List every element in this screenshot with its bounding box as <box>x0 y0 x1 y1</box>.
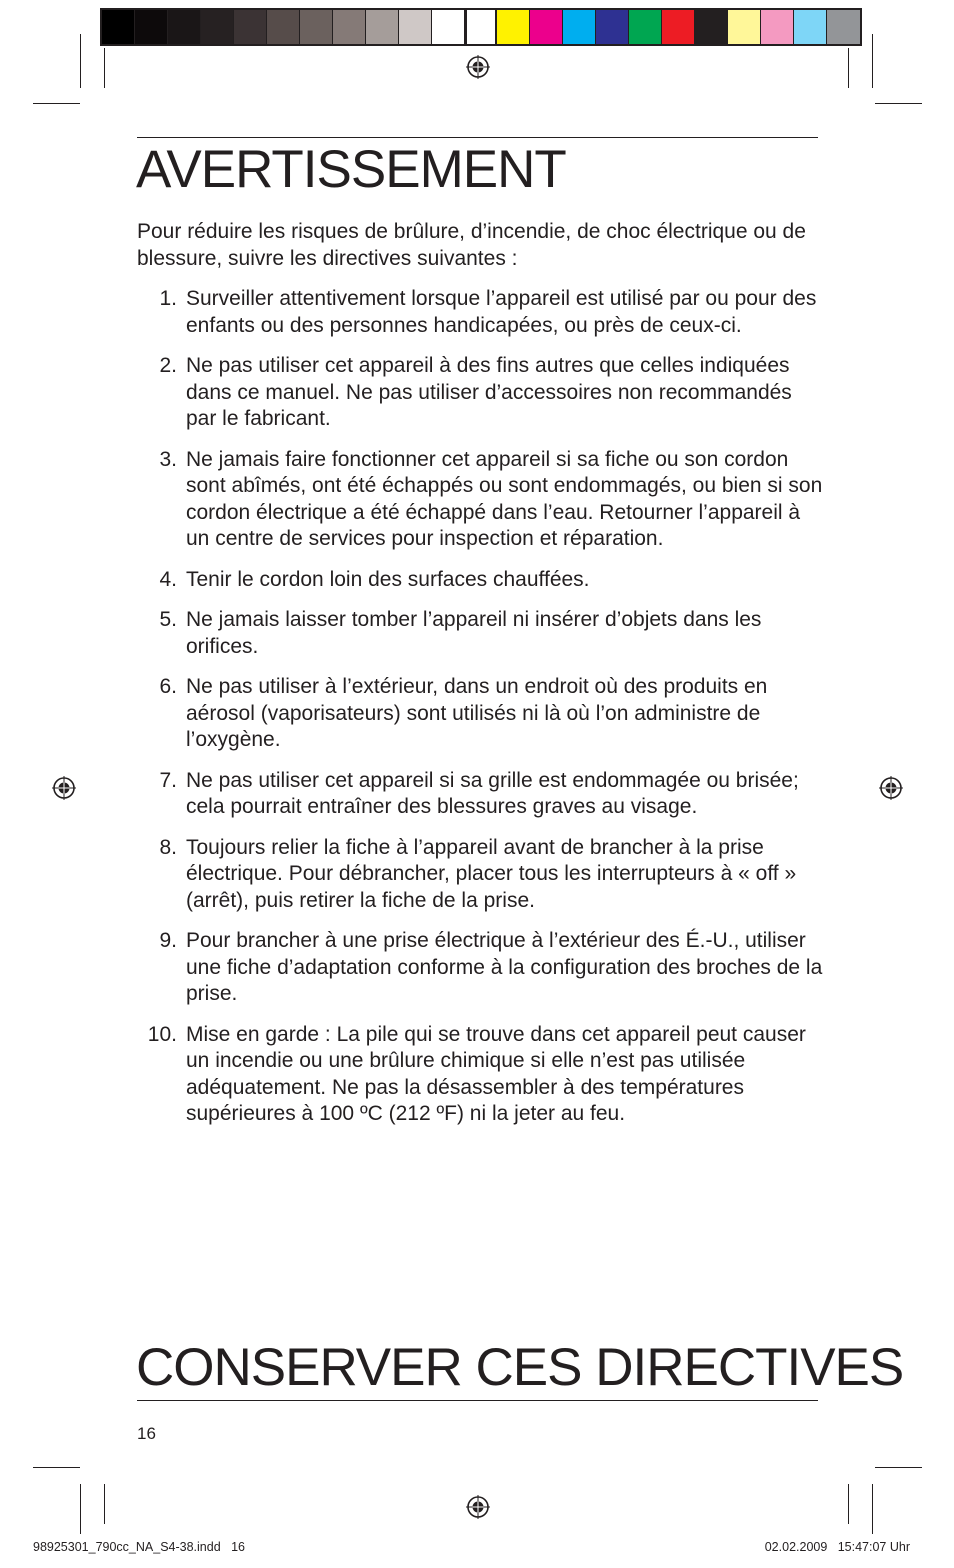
crop-mark <box>872 34 873 88</box>
crop-mark <box>33 103 80 104</box>
color-swatch <box>761 10 794 44</box>
list-item-number: 10. <box>147 1022 177 1046</box>
color-swatch <box>135 10 168 44</box>
crop-mark <box>875 1467 922 1468</box>
list-item <box>137 674 827 754</box>
registration-mark-icon <box>466 1495 490 1519</box>
color-swatch <box>102 10 135 44</box>
crop-mark <box>875 103 922 104</box>
registration-mark-icon <box>879 776 903 800</box>
color-swatch <box>563 10 596 44</box>
list-item <box>137 1022 827 1128</box>
list-item-text: Ne pas utiliser à l’extérieur, dans un endroit où des produits en aérosol (vaporisateurs) sont utilisés ni là où l’on administre de l’oxygène. <box>186 675 768 751</box>
list-item-text: Tenir le cordon loin des surfaces chauffées. <box>186 567 590 591</box>
crop-mark <box>848 1484 849 1524</box>
list-item <box>137 928 827 1008</box>
color-swatch <box>596 10 629 44</box>
color-swatch <box>530 10 563 44</box>
color-swatch <box>695 10 728 44</box>
color-swatch <box>366 10 399 44</box>
color-bar-gap <box>465 10 497 44</box>
crop-mark <box>104 1484 105 1524</box>
crop-mark <box>104 48 105 88</box>
color-swatch <box>333 10 366 44</box>
list-item-text: Mise en garde : La pile qui se trouve dans cet appareil peut causer un incendie ou une brûlure chimique si elle n’est pas utilisée adéquatement. Ne pas la désassembler à des températures supérieures à 100 ºC (212 ºF) ni la jeter au feu. <box>186 1022 806 1125</box>
color-swatch <box>267 10 300 44</box>
registration-mark-icon <box>52 776 76 800</box>
list-item-number: 1. <box>159 287 177 310</box>
list-item-number: 2. <box>159 354 177 377</box>
printer-color-bar <box>100 8 862 46</box>
list-item-text: Ne jamais faire fonctionner cet appareil si sa fiche ou son cordon sont abîmés, ont été échappés ou sont endommagés, ou bien si son cordon électrique a été échappé dans l’eau. Retourner l’appareil à un centre de services pour inspection et réparation. <box>186 447 823 550</box>
color-swatch <box>497 10 530 44</box>
crop-mark <box>80 1484 81 1534</box>
crop-mark <box>848 48 849 88</box>
color-swatch <box>300 10 333 44</box>
list-item-text: Ne pas utiliser cet appareil si sa grille est endommagée ou brisée; cela pourrait entraîner des blessures graves au visage. <box>186 768 799 818</box>
color-swatch <box>432 10 465 44</box>
page-number: 16 <box>137 1424 156 1443</box>
color-swatch <box>234 10 267 44</box>
top-rule <box>137 137 818 138</box>
list-item-text: Ne jamais laisser tomber l’appareil ni insérer d’objets dans les orifices. <box>186 608 762 658</box>
list-item-text: Ne pas utiliser cet appareil à des fins autres que celles indiquées dans ce manuel. Ne pas utiliser d’accessoires non recommandés par le fabricant. <box>186 354 792 430</box>
crop-mark <box>80 34 81 88</box>
list-item-number: 6. <box>159 675 177 698</box>
closing-title: CONSERVER CES DIRECTIVES <box>136 1338 904 1397</box>
list-item <box>137 353 827 433</box>
list-item-text: Surveiller attentivement lorsque l’appareil est utilisé par ou pour des enfants ou des personnes handicapées, ou près de ceux-ci. <box>186 287 817 337</box>
slug-filename: 98925301_790cc_NA_S4-38.indd 16 <box>33 1540 245 1554</box>
list-item-text: Toujours relier la fiche à l’appareil avant de brancher à la prise électrique. Pour débrancher, placer tous les interrupteurs à « off » (arrêt), puis retirer la fiche de la prise. <box>186 835 797 912</box>
color-swatch <box>399 10 432 44</box>
list-item <box>137 567 827 594</box>
list-item-number: 4. <box>159 567 177 591</box>
list-item <box>137 286 827 339</box>
page-title: AVERTISSEMENT <box>136 140 566 199</box>
color-swatch <box>629 10 662 44</box>
list-item-text: Pour brancher à une prise électrique à l’extérieur des É.-U., utiliser une fiche d’adaptation conforme à la configuration des broches de la prise. <box>186 929 823 1005</box>
list-item-number: 5. <box>159 608 177 631</box>
list-item <box>137 607 827 660</box>
list-item <box>137 447 827 553</box>
list-item <box>137 768 827 821</box>
list-item-number: 8. <box>159 835 177 859</box>
color-swatch <box>662 10 695 44</box>
crop-mark <box>872 1484 873 1534</box>
color-swatch <box>827 10 860 44</box>
crop-mark <box>33 1467 80 1468</box>
warning-list <box>137 286 827 1142</box>
color-swatch <box>201 10 234 44</box>
intro-paragraph: Pour réduire les risques de brûlure, d’incendie, de choc électrique ou de blessure, suivre les directives suivantes : <box>137 220 806 270</box>
list-item-number: 9. <box>159 929 177 952</box>
color-swatch <box>168 10 201 44</box>
color-swatch <box>728 10 761 44</box>
bottom-rule <box>137 1400 818 1401</box>
registration-mark-icon <box>466 55 490 79</box>
list-item-number: 3. <box>159 447 177 471</box>
slug-timestamp: 02.02.2009 15:47:07 Uhr <box>764 1540 910 1554</box>
list-item <box>137 835 827 915</box>
color-swatch <box>794 10 827 44</box>
list-item-number: 7. <box>159 768 177 792</box>
